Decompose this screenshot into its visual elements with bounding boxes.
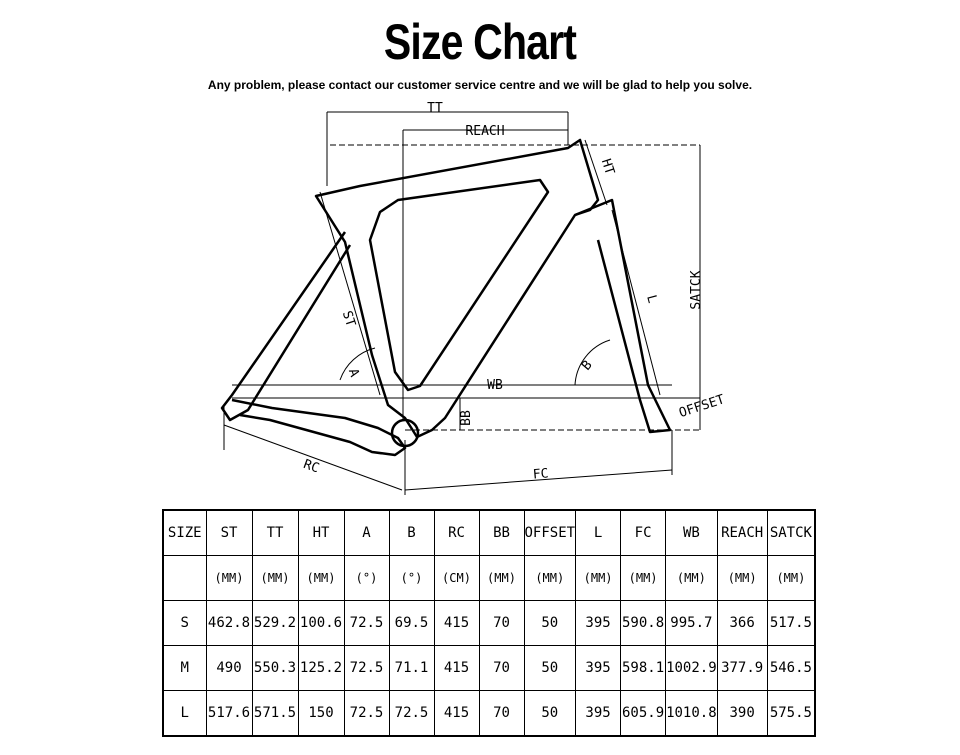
value-cell: 395 <box>576 691 621 737</box>
header-cell: FC <box>621 510 666 556</box>
value-cell: 70 <box>479 601 524 646</box>
value-cell: 72.5 <box>344 691 389 737</box>
size-cell: L <box>163 691 206 737</box>
unit-cell: (MM) <box>524 556 576 601</box>
label-bb: BB <box>459 410 474 426</box>
label-satck: SATCK <box>689 270 704 310</box>
label-wb: WB <box>487 378 503 393</box>
unit-cell: (MM) <box>717 556 767 601</box>
value-cell: 575.5 <box>767 691 815 737</box>
value-cell: 415 <box>434 691 479 737</box>
unit-cell: (CM) <box>434 556 479 601</box>
label-l: L <box>643 293 660 305</box>
header-cell: B <box>389 510 434 556</box>
header-cell: L <box>576 510 621 556</box>
unit-cell: (MM) <box>666 556 718 601</box>
label-st: ST <box>338 309 358 329</box>
value-cell: 366 <box>717 601 767 646</box>
unit-cell: (°) <box>389 556 434 601</box>
value-cell: 50 <box>524 691 576 737</box>
label-ht: HT <box>597 157 617 177</box>
value-cell: 377.9 <box>717 646 767 691</box>
value-cell: 415 <box>434 601 479 646</box>
value-cell: 546.5 <box>767 646 815 691</box>
value-cell: 150 <box>298 691 344 737</box>
label-reach: REACH <box>465 124 505 139</box>
value-cell: 100.6 <box>298 601 344 646</box>
value-cell: 571.5 <box>252 691 298 737</box>
value-cell: 529.2 <box>252 601 298 646</box>
value-cell: 395 <box>576 601 621 646</box>
value-cell: 995.7 <box>666 601 718 646</box>
table-header-row <box>163 510 815 556</box>
value-cell: 395 <box>576 646 621 691</box>
page-subtitle: Any problem, please contact our customer service centre and we will be glad to help you solve. <box>207 78 753 92</box>
unit-cell <box>163 556 206 601</box>
value-cell: 1010.8 <box>666 691 718 737</box>
frame-outline <box>316 140 598 437</box>
label-a: A <box>344 366 362 379</box>
header-cell: A <box>344 510 389 556</box>
unit-cell: (MM) <box>298 556 344 601</box>
header-cell: TT <box>252 510 298 556</box>
head-tube <box>575 200 670 432</box>
value-cell: 125.2 <box>298 646 344 691</box>
table-units-row <box>163 556 815 601</box>
unit-cell: (MM) <box>206 556 252 601</box>
value-cell: 490 <box>206 646 252 691</box>
value-cell: 72.5 <box>344 601 389 646</box>
table-row <box>163 601 815 646</box>
value-cell: 50 <box>524 646 576 691</box>
size-cell: S <box>163 601 206 646</box>
header-cell: REACH <box>717 510 767 556</box>
value-cell: 605.9 <box>621 691 666 737</box>
seat-stay <box>222 232 350 420</box>
table-row <box>163 691 815 737</box>
label-tt: TT <box>427 101 443 116</box>
page-title: Size Chart <box>383 14 577 70</box>
label-offset: OFFSET <box>677 392 727 422</box>
size-table <box>162 509 816 737</box>
unit-cell: (MM) <box>621 556 666 601</box>
header-cell: SATCK <box>767 510 815 556</box>
value-cell: 72.5 <box>389 691 434 737</box>
value-cell: 598.1 <box>621 646 666 691</box>
bike-frame-diagram <box>200 95 760 495</box>
value-cell: 70 <box>479 691 524 737</box>
value-cell: 415 <box>434 646 479 691</box>
header-cell: ST <box>206 510 252 556</box>
value-cell: 70 <box>479 646 524 691</box>
unit-cell: (MM) <box>767 556 815 601</box>
size-cell: M <box>163 646 206 691</box>
label-rc: RC <box>301 456 322 477</box>
table-row <box>163 646 815 691</box>
value-cell: 71.1 <box>389 646 434 691</box>
header-cell: OFFSET <box>524 510 576 556</box>
value-cell: 462.8 <box>206 601 252 646</box>
unit-cell: (MM) <box>576 556 621 601</box>
value-cell: 390 <box>717 691 767 737</box>
value-cell: 590.8 <box>621 601 666 646</box>
value-cell: 517.6 <box>206 691 252 737</box>
unit-cell: (MM) <box>479 556 524 601</box>
label-b: B <box>579 357 596 374</box>
unit-cell: (MM) <box>252 556 298 601</box>
label-fc: FC <box>532 466 550 483</box>
header-cell: HT <box>298 510 344 556</box>
header-cell: SIZE <box>163 510 206 556</box>
value-cell: 1002.9 <box>666 646 718 691</box>
value-cell: 550.3 <box>252 646 298 691</box>
chain-stay <box>232 400 405 455</box>
value-cell: 69.5 <box>389 601 434 646</box>
value-cell: 50 <box>524 601 576 646</box>
header-cell: RC <box>434 510 479 556</box>
value-cell: 72.5 <box>344 646 389 691</box>
header-cell: WB <box>666 510 718 556</box>
value-cell: 517.5 <box>767 601 815 646</box>
frame-inner-triangle <box>370 180 548 390</box>
header-cell: BB <box>479 510 524 556</box>
unit-cell: (°) <box>344 556 389 601</box>
